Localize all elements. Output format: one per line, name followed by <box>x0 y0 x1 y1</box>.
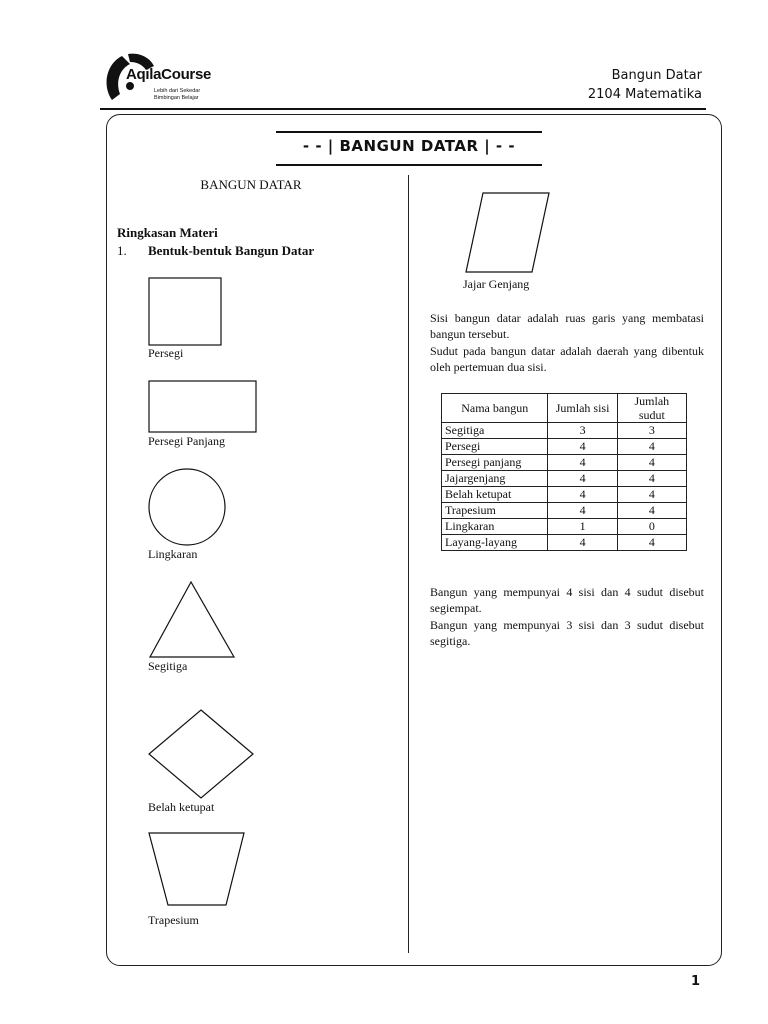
shapes-figure <box>140 270 270 940</box>
table-row: Segitiga 3 3 <box>442 423 687 439</box>
header-rule <box>100 108 706 110</box>
trapezoid-shape-icon <box>149 833 244 905</box>
section-title: Ringkasan Materi <box>117 225 218 240</box>
shape-label-lingkaran: Lingkaran <box>148 547 198 561</box>
page-number: 1 <box>690 974 700 989</box>
square-shape-icon <box>149 278 221 345</box>
table-row: Belah ketupat 4 4 <box>442 487 687 503</box>
shapes-table <box>441 393 687 551</box>
header-code: 2104 Matematika <box>587 87 702 102</box>
shape-label-persegi-panjang: Persegi Panjang <box>148 434 225 448</box>
table-header-row <box>442 394 687 423</box>
parallelogram-figure <box>460 190 555 275</box>
logo-title: AqilaCourse <box>126 66 212 83</box>
shape-label-trapesium: Trapesium <box>148 913 199 927</box>
table-row: Layang-layang 4 4 <box>442 535 687 551</box>
column-divider <box>408 175 409 953</box>
table-row: Persegi 4 4 <box>442 439 687 455</box>
rectangle-shape-icon <box>149 381 256 432</box>
table-row: Lingkaran 1 0 <box>442 519 687 535</box>
header-subject: Bangun Datar <box>611 68 702 83</box>
header-nama-bangun: Nama bangun <box>442 394 548 423</box>
triangle-shape-icon <box>150 582 234 657</box>
table-row: Jajargenjang 4 4 <box>442 471 687 487</box>
banner-rule-top <box>276 131 542 133</box>
parallelogram-shape-icon <box>466 193 549 272</box>
paragraph-sudut: Sudut pada bangun datar adalah daerah yang dibentuk oleh pertemuan dua sisi. <box>430 344 704 374</box>
paragraph-sisi: Sisi bangun datar adalah ruas garis yang membatasi bangun tersebut. <box>430 311 704 341</box>
shape-label-belah-ketupat: Belah ketupat <box>148 800 215 814</box>
header-jumlah-sisi: Jumlah sisi <box>548 394 617 423</box>
banner-title: - - | BANGUN DATAR | - - <box>302 137 516 155</box>
item-title: Bentuk-bentuk Bangun Datar <box>148 243 315 258</box>
circle-shape-icon <box>149 469 225 545</box>
shape-label-persegi: Persegi <box>148 346 184 360</box>
header-info <box>588 66 702 104</box>
document-title: BANGUN DATAR <box>200 177 302 192</box>
header-jumlah-sudut: Jumlah sudut <box>617 394 686 423</box>
rhombus-shape-icon <box>149 710 253 798</box>
table-row: Trapesium 4 4 <box>442 503 687 519</box>
table-row: Persegi panjang 4 4 <box>442 455 687 471</box>
paragraph-segiempat: Bangun yang mempunyai 4 sisi dan 4 sudut disebut segiempat. <box>430 585 704 615</box>
shape-label-segitiga: Segitiga <box>148 659 188 673</box>
item-number: 1. <box>117 243 127 258</box>
logo-tagline: Lebih dari Sekedar Bimbingan Belajar <box>154 88 201 101</box>
banner-rule-bottom <box>276 164 542 166</box>
paragraph-segitiga: Bangun yang mempunyai 3 sisi dan 3 sudut disebut segitiga. <box>430 618 704 648</box>
shape-label-jajar-genjang: Jajar Genjang <box>463 277 530 291</box>
